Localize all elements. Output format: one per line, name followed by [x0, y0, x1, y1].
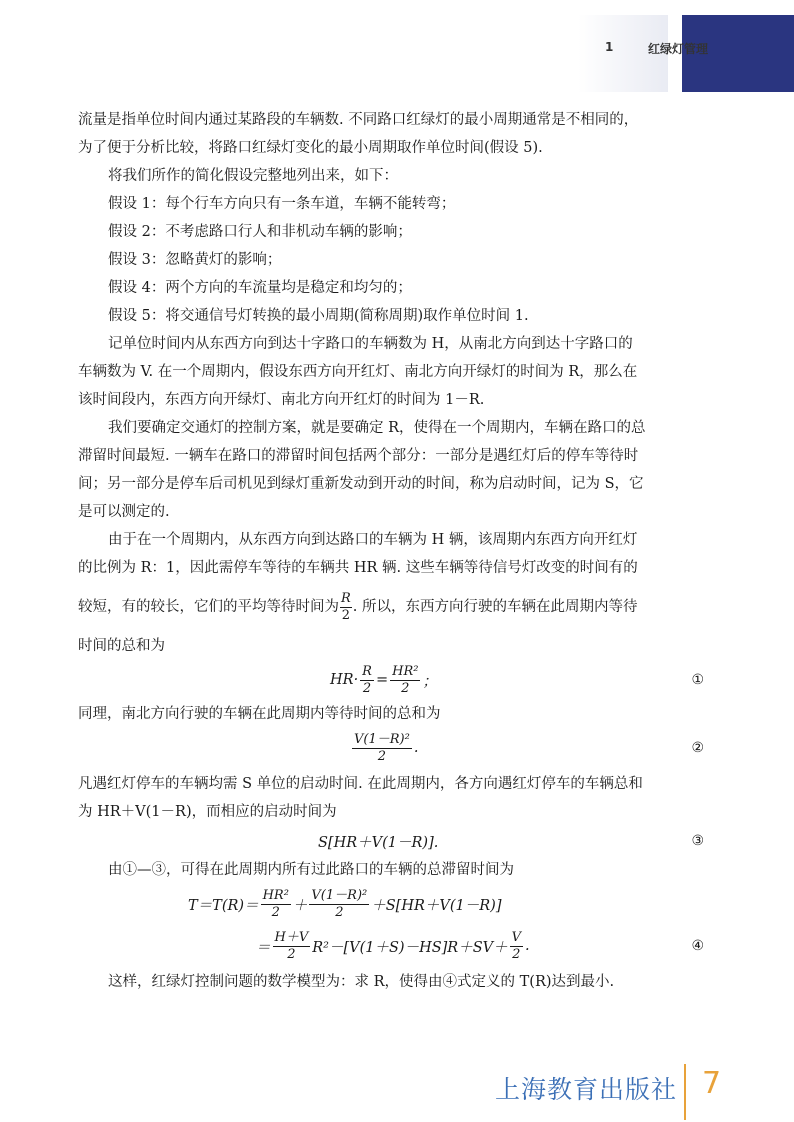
- text-line: 由①—③，可得在此周期内所有过此路口的车辆的总滞留时间为: [108, 862, 514, 878]
- eq2-tail: .: [413, 740, 419, 756]
- inline-fraction: [340, 591, 352, 624]
- fraction-denominator: 2: [512, 946, 521, 962]
- assumption-4: 假设 4：两个方向的车流量均是稳定和均匀的；: [108, 280, 412, 296]
- text-line: 该时间段内，东西方向开绿灯、南北方向开红灯的时间为 1－R.: [78, 392, 485, 408]
- eq1-fraction-1: [360, 664, 374, 697]
- text-segment: . 所以，东西方向行驶的车辆在此周期内等待: [352, 599, 638, 615]
- fraction-numerator: R: [341, 590, 351, 606]
- text-line: 由于在一个周期内，从东西方向到达路口的车辆为 H 辆，该周期内东西方向开红灯: [108, 532, 638, 548]
- page-number: 7: [702, 1066, 722, 1101]
- text-line: 的比例为 R：1，因此需停车等待的车辆共 HR 辆. 这些车辆等待信号灯改变的时间有的: [78, 560, 638, 576]
- fraction-numerator: V(1－R)²: [354, 731, 410, 747]
- eq4b-tail: .: [525, 938, 530, 954]
- eq4b-middle: R²－[V(1＋S)－HS]R＋SV＋: [312, 939, 508, 956]
- text-line: 流量是指单位时间内通过某路段的车辆数. 不同路口红绿灯的最小周期通常是不相同的，: [78, 112, 639, 128]
- text-line: 记单位时间内从东西方向到达十字路口的车辆数为 H，从南北方向到达十字路口的: [108, 336, 633, 352]
- page-body: [78, 106, 704, 996]
- chapter-title: 红绿灯管理: [648, 42, 709, 56]
- eq4a-rest: ＋S[HR＋V(1－R)]: [371, 897, 502, 914]
- equation-number-2: ②: [691, 740, 704, 756]
- assumption-2: 假设 2：不考虑路口行人和非机动车辆的影响；: [108, 224, 412, 240]
- text-line: 同理，南北方向行驶的车辆在此周期内等待时间的总和为: [78, 706, 441, 722]
- assumption-5: 假设 5：将交通信号灯转换的最小周期(简称周期)取作单位时间 1.: [108, 308, 529, 324]
- assumption-1: 假设 1：每个行车方向只有一条车道，车辆不能转弯；: [108, 196, 456, 212]
- fraction-numerator: HR²: [262, 887, 289, 903]
- fraction-denominator: 2: [377, 748, 387, 764]
- text-line: 间；另一部分是停车后司机见到绿灯重新发动到开动的时间，称为启动时间，记为 S，它: [78, 476, 644, 492]
- fraction-denominator: 2: [287, 946, 296, 962]
- eq4b-fraction-2: [510, 930, 523, 963]
- equation-3: [78, 826, 704, 856]
- eq3-text: S[HR＋V(1－R)].: [318, 834, 439, 851]
- fraction-denominator: 2: [271, 904, 280, 920]
- fraction-numerator: V: [511, 929, 522, 945]
- text-line: 车辆数为 V. 在一个周期内，假设东西方向开红灯、南北方向开绿灯的时间为 R，那么在: [78, 364, 638, 380]
- text-line: 为了便于分析比较，将路口红绿灯变化的最小周期取作单位时间(假设 5).: [78, 140, 543, 156]
- text-line-with-fraction: [78, 582, 704, 632]
- eq1-lhs: HR·: [330, 672, 359, 688]
- equation-number-1: ①: [691, 672, 704, 688]
- text-line: 这样，红绿灯控制问题的数学模型为：求 R，使得由④式定义的 T(R)达到最小.: [108, 974, 615, 990]
- publisher-name: 上海教育出版社: [495, 1075, 678, 1104]
- assumption-3: 假设 3：忽略黄灯的影响；: [108, 252, 282, 268]
- text-line: 将我们所作的简化假设完整地列出来，如下：: [108, 168, 398, 184]
- fraction-denominator: 2: [335, 904, 344, 920]
- equation-4-line-1: [78, 884, 704, 926]
- chapter-number: 1: [605, 40, 614, 54]
- footer-divider: [684, 1064, 686, 1120]
- equation-number-3: ③: [691, 833, 704, 849]
- fraction-denominator: 2: [401, 680, 410, 696]
- equation-number-4: ④: [691, 938, 704, 954]
- text-line: 为 HR＋V(1－R)，而相应的启动时间为: [78, 804, 337, 820]
- text-line: 凡遇红灯停车的车辆均需 S 单位的启动时间. 在此周期内，各方向遇红灯停车的车辆总和: [78, 776, 643, 792]
- fraction-numerator: H＋V: [274, 929, 309, 945]
- eq4b-fraction-1: [273, 930, 311, 963]
- equation-2: [78, 728, 704, 770]
- fraction-denominator: 2: [362, 680, 372, 696]
- text-segment: 较短，有的较长，它们的平均等待时间为: [78, 599, 339, 615]
- equation-1: [78, 660, 704, 700]
- fraction-numerator: R: [362, 663, 372, 679]
- equation-4-line-2: [78, 926, 704, 968]
- eq4a-fraction-2: [309, 888, 369, 921]
- text-line: 滞留时间最短. 一辆车在路口的滞留时间包括两个部分：一部分是遇红灯后的停车等待时: [78, 448, 639, 464]
- eq2-fraction: [352, 732, 412, 765]
- eq1-fraction-2: [390, 664, 420, 697]
- text-line: 时间的总和为: [78, 638, 165, 654]
- fraction-numerator: HR²: [392, 663, 419, 679]
- text-line: 我们要确定交通灯的控制方案，就是要确定 R，使得在一个周期内，车辆在路口的总: [108, 420, 646, 436]
- eq4a-fraction-1: [261, 888, 291, 921]
- text-line: 是可以测定的.: [78, 504, 170, 520]
- fraction-numerator: V(1－R)²: [311, 887, 368, 903]
- eq1-tail: ；: [422, 673, 437, 690]
- eq4a-plus: ＋: [292, 897, 308, 914]
- fraction-denominator: 2: [341, 607, 351, 623]
- eq4b-lhs: ＝: [256, 939, 271, 956]
- eq1-equals: =: [375, 672, 389, 688]
- eq4a-lhs: T＝T(R)＝: [188, 897, 259, 914]
